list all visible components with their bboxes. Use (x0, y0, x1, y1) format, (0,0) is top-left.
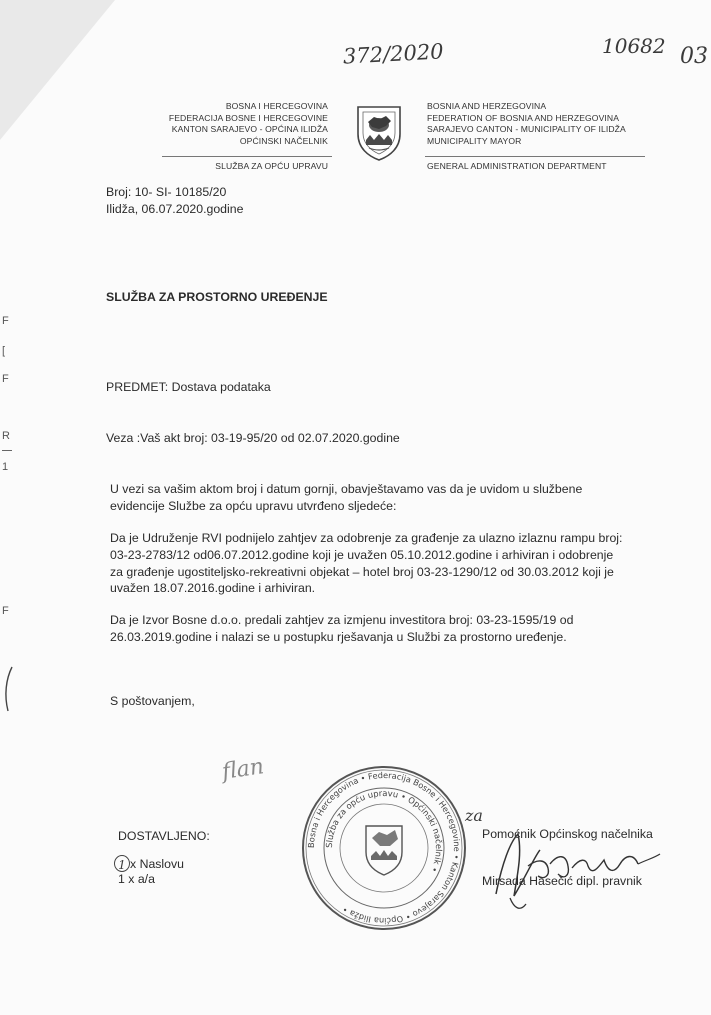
letterhead-right-line: MUNICIPALITY MAYOR (427, 135, 522, 146)
letterhead-left-line: OPĆINSKI NAČELNIK (239, 135, 328, 146)
letterhead-left-line: KANTON SARAJEVO - OPĆINA ILIDŽA (171, 124, 328, 135)
text-line: 03-23-2783/12 od06.07.2012.godine koji je uvažen 05.10.2012.godine i arhiviran i odobrenje (110, 547, 614, 562)
letterhead-left-rule (162, 156, 332, 157)
letterhead-right-line: BOSNIA AND HERZEGOVINA (427, 101, 547, 111)
place-and-date: Ilidža, 06.07.2020.godine (106, 201, 244, 216)
document-number: Broj: 10- SI- 10185/20 (106, 185, 227, 199)
handwritten-case-number: 372/2020 (342, 39, 445, 69)
letterhead-left (130, 101, 328, 147)
official-stamp (300, 764, 468, 932)
edge-mark: F (2, 315, 9, 327)
reference-link-line: Veza :Vaš akt broj: 03-19-95/20 od 02.07.2020.godine (106, 431, 400, 445)
stamp-inner-text: Služba za opću upravu • Općinski načelnik • (323, 787, 445, 874)
text-line: uvažen 18.07.2016.godine i arhiviran. (110, 581, 316, 596)
distribution-line-1: x Naslovu (130, 857, 184, 871)
letterhead-right-line: FEDERATION OF BOSNIA AND HERZEGOVINA (427, 112, 620, 123)
handwritten-za-note: za (465, 806, 483, 825)
letterhead-right-department: GENERAL ADMINISTRATION DEPARTMENT (427, 161, 607, 171)
handwritten-top-right-number: 10682 (602, 34, 666, 58)
edge-mark: R (2, 430, 10, 442)
circled-1-digit: 1 (118, 858, 126, 872)
letterhead-right-rule (425, 156, 645, 157)
reference-block (106, 184, 243, 218)
signatory-title: Pomoćnik Općinskog načelnika (482, 827, 653, 841)
handwritten-circled-1 (114, 855, 130, 872)
edge-curve-mark (0, 665, 16, 715)
closing-line: S poštovanjem, (110, 694, 195, 708)
paragraph-izvor-bosne (110, 612, 658, 646)
edge-mark: F (2, 605, 9, 617)
letterhead-left-line: FEDERACIJA BOSNE I HERCEGOVINE (168, 112, 328, 123)
edge-line-mark (2, 450, 12, 451)
letterhead-left-department: SLUŽBA ZA OPĆU UPRAVU (215, 161, 328, 171)
handwritten-sign-off-note: flan (220, 754, 266, 785)
signatory-name: Mirsada Hasečić dipl. pravnik (482, 874, 642, 888)
edge-mark: [ (2, 345, 6, 357)
letterhead-right (427, 101, 667, 147)
municipality-coat-of-arms (354, 104, 404, 162)
subject-line: PREDMET: Dostava podataka (106, 380, 271, 394)
text-line: Da je Izvor Bosne d.o.o. predali zahtjev za izmjenu investitora broj: 03-23-1595/19 od (110, 613, 574, 627)
letterhead-left-line: BOSNA I HERCEGOVINA (225, 101, 328, 111)
text-line: za građenje ugostiteljsko-rekreativni objekat – hotel broj 03-23-1290/12 od 30.03.2012 koji je (110, 564, 614, 579)
handwritten-signature (488, 824, 668, 914)
distribution-title: DOSTAVLJENO: (118, 829, 210, 843)
paragraph-udruzenje (110, 530, 658, 597)
text-line: evidencije Službe za opću upravu utvrđeno sljedeće: (110, 498, 397, 513)
stamp-outer-text: Bosna i Hercegovina • Federacija Bosne i Hercegovine • Kanton Sarajevo • Općina Ilidža • (305, 769, 463, 927)
recipient-heading: SLUŽBA ZA PROSTORNO UREĐENJE (106, 290, 328, 304)
distribution-line-2: 1 x a/a (118, 872, 155, 886)
letterhead-right-line: SARAJEVO CANTON - MUNICIPALITY OF ILIDŽA (427, 124, 626, 135)
text-line: U vezi sa vašim aktom broj i datum gornji, obavještavamo vas da je uvidom u službene (110, 482, 583, 496)
intro-paragraph (110, 481, 658, 515)
text-line: 26.03.2019.godine i nalazi se u postupku rješavanja u Službi za prostorno uređenje. (110, 629, 567, 644)
text-line: Da je Udruženje RVI podnijelo zahtjev za odobrenje za građenje za ulazno izlaznu rampu broj: (110, 531, 623, 545)
handwritten-corner-mark: 03 (680, 44, 708, 69)
edge-mark: F (2, 373, 9, 385)
edge-mark: 1 (2, 461, 9, 473)
